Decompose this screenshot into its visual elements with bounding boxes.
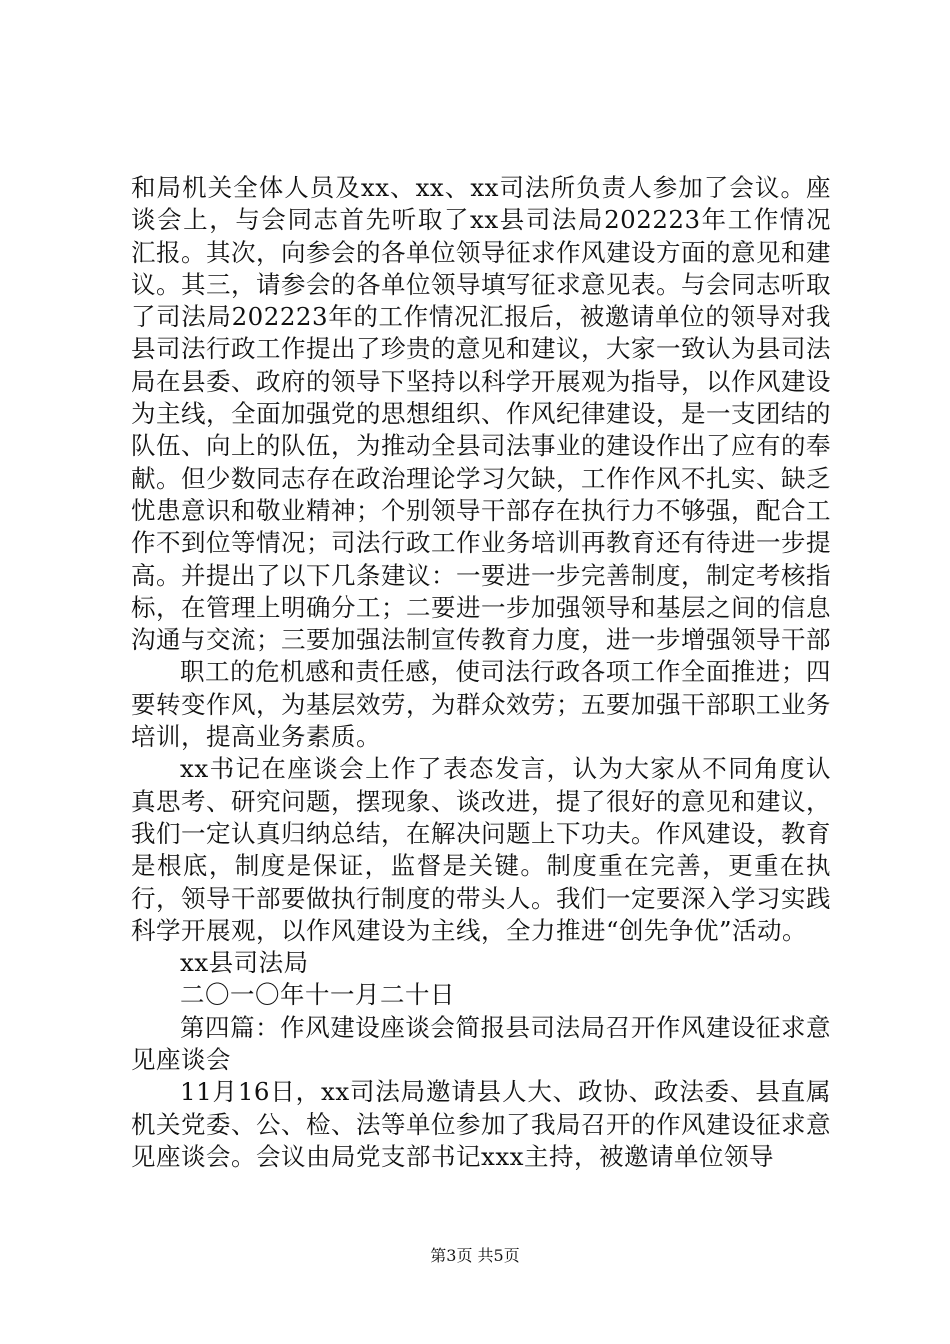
signature-organization: xx县司法局 <box>180 948 309 978</box>
paragraph-suggestions: 职工的危机感和责任感，使司法行政各项工作全面推进；四要转变作风，为基层效劳，为群众效劳；五要加强干部职工业务培训，提高业务素质。 <box>131 657 831 752</box>
section-heading: 第四篇：作风建设座谈会简报县司法局召开作风建设征求意见座谈会 <box>131 1012 831 1075</box>
signature-date: 二〇一〇年十一月二十日 <box>180 980 455 1010</box>
document-body <box>131 172 831 1173</box>
paragraph-meeting-intro: 11月16日，xx司法局邀请县人大、政协、政法委、县直属机关党委、公、检、法等单位参加了我局召开的作风建设征求意见座谈会。会议由局党支部书记xxx主持，被邀请单位领导 <box>131 1077 831 1171</box>
paragraph-secretary-speech: xx书记在座谈会上作了表态发言，认为大家从不同角度认真思考、研究问题，摆现象、谈改进，提了很好的意见和建议，我们一定认真归纳总结，在解决问题上下功夫。作风建设，教育是根底，制度是保证，监督是关键。制度重在完善，更重在执行，领导干部要做执行制度的带头人。我们一定要深入学习实践科学开展观，以作风建设为主线，全力推进“创先争优”活动。 <box>131 754 831 945</box>
page-number-footer: 第3页 共5页 <box>430 1246 520 1265</box>
paragraph-continued: 和局机关全体人员及xx、xx、xx司法所负责人参加了会议。座谈会上，与会同志首先听取了xx县司法局202223年工作情况汇报。其次，向参会的各单位领导征求作风建设方面的意见和建议。其三，请参会的各单位领导填写征求意见表。与会同志听取了司法局202223年的工作情况汇报后，被邀请单位的领导对我县司法行政工作提出了珍贵的意见和建议，大家一致认为县司法局在县委、政府的领导下坚持以科学开展观为指导，以作风建设为主线，全面加强党的思想组织、作风纪律建设，是一支团结的队伍、向上的队伍，为推动全县司法事业的建设作出了应有的奉献。但少数同志存在政治理论学习欠缺，工作作风不扎实、缺乏忧患意识和敬业精神；个别领导干部存在执行力不够强，配合工作不到位等情况；司法行政工作业务培训再教育还有待进一步提高。并提出了以下几条建议：一要进一步完善制度，制定考核指标，在管理上明确分工；二要进一步加强领导和基层之间的信息沟通与交流；三要加强法制宣传教育力度，进一步增强领导干部 <box>131 173 831 655</box>
